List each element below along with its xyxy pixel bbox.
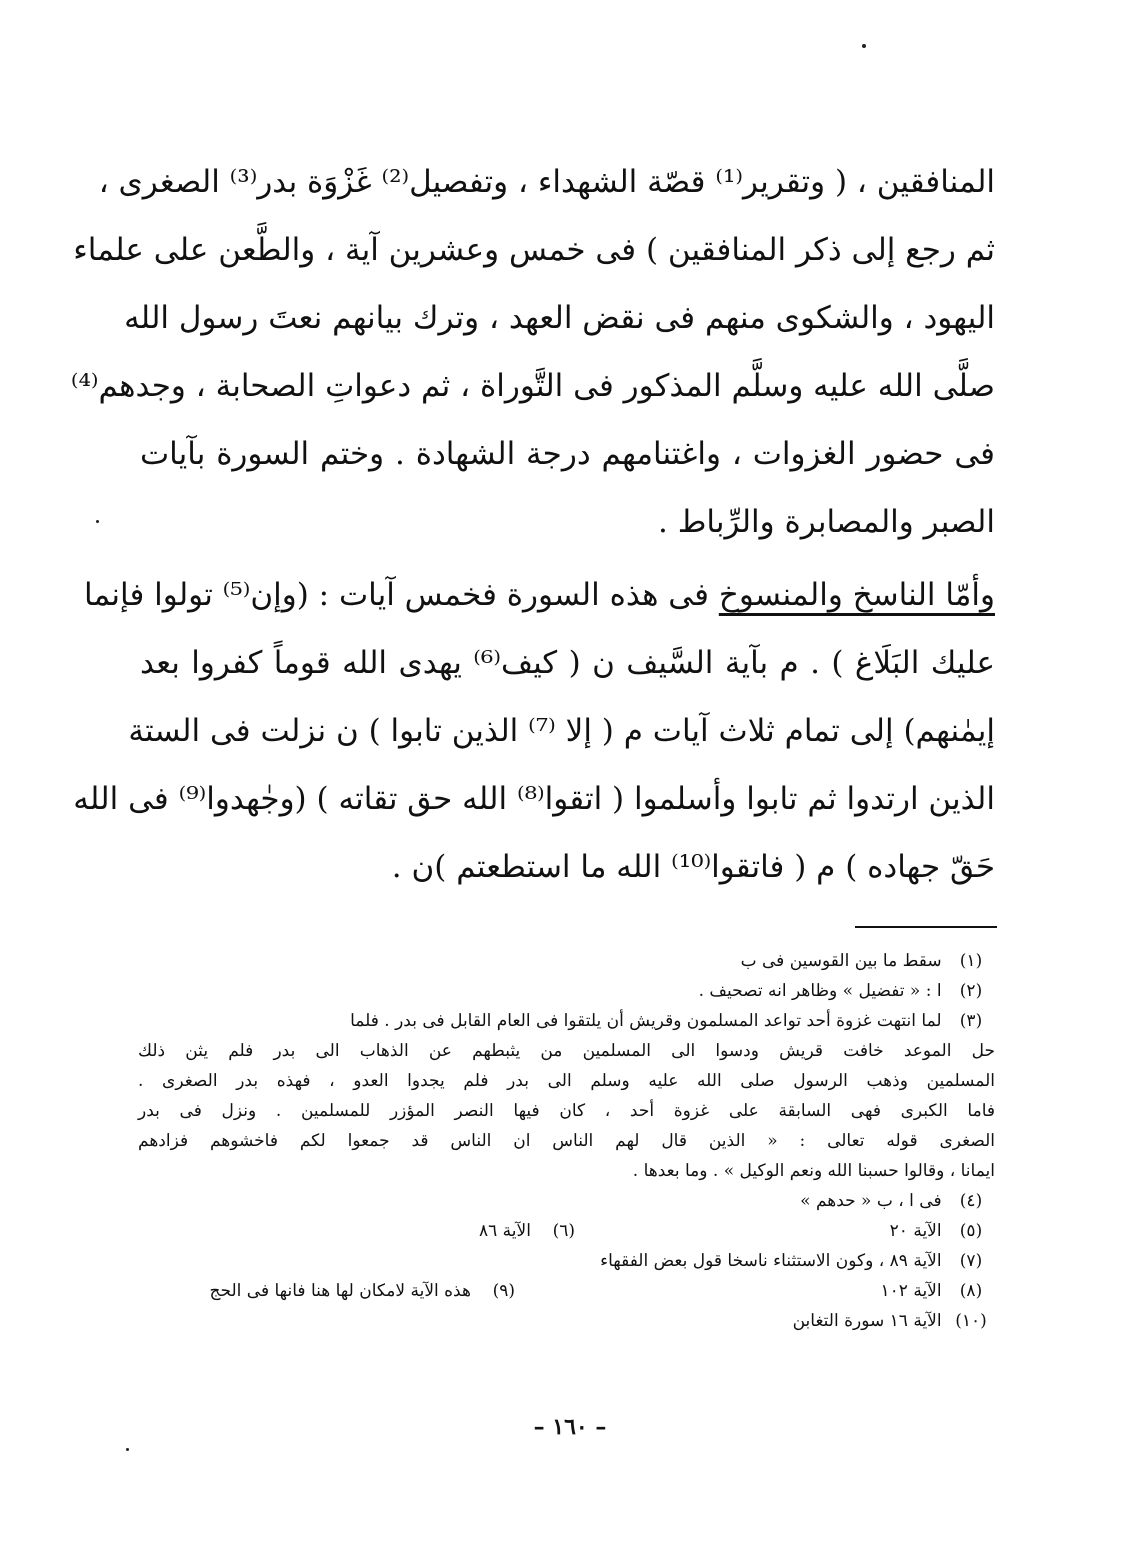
- footnote-number: (١): [959, 951, 983, 971]
- text-line: صلَّى الله عليه وسلَّم المذكور فى التَّوراة ، ثم دعواتِ الصحابة ، وجدهم⁽⁴⁾: [70, 368, 995, 404]
- text-line: إيمٰنهم) إلى تمام ثلاث آيات م ( إلا ⁽⁷⁾ الذين تابوا ) ن نزلت فى الستة: [128, 713, 995, 749]
- footnote-number: (٣): [959, 1011, 983, 1031]
- footnote-4: [138, 1186, 995, 1216]
- footnote-text: الآية ٢٠: [889, 1221, 942, 1241]
- footnote-text: هذه الآية لامكان لها هنا فانها فى الحج: [209, 1281, 471, 1301]
- footnote-text: لما انتهت غزوة أحد تواعد المسلمون وقريش أن يلتقوا فى العام القابل فى بدر . فلما: [350, 1011, 942, 1031]
- footnote-separator: [855, 926, 997, 928]
- text-line: حَقّ جهاده ) م ( فاتقوا⁽¹⁰⁾ الله ما استطعتم )ن .: [391, 849, 995, 885]
- scan-speck: [126, 1448, 129, 1451]
- text-line: المنافقين ، ( وتقرير⁽¹⁾ قصّة الشهداء ، وتفصيل⁽²⁾ غَزْوَة بدر⁽³⁾ الصغرى ،: [98, 164, 995, 200]
- main-text: [70, 148, 995, 901]
- footnote-number: (٢): [959, 981, 983, 1001]
- footnote-9: [210, 1276, 515, 1306]
- footnote-6: [479, 1216, 575, 1246]
- footnote-row-5-6: [138, 1216, 995, 1246]
- text-line: فى حضور الغزوات ، واغتنامهم درجة الشهادة . وختم السورة بآيات: [140, 436, 995, 472]
- footnote-10: [138, 1306, 995, 1336]
- text-line: الذين ارتدوا ثم تابوا وأسلموا ( اتقوا⁽⁸⁾ الله حق تقاته ) (وجٰهدوا⁽⁹⁾ فى الله: [73, 781, 995, 817]
- text-line: عليك البَلَاغ ) . م بآية السَّيف ن ( كيف⁽⁶⁾ يهدى الله قوماً كفروا بعد: [140, 645, 995, 681]
- footnote-1: [138, 946, 995, 976]
- footnote-number: (٧): [959, 1251, 983, 1271]
- underlined-heading: وأمّا الناسخ والمنسوخ: [718, 577, 995, 613]
- footnote-3-continued: حل الموعد خافت قريش ودسوا الى المسلمين من يثبطهم عن الذهاب الى بدر فلم يثن ذلك: [138, 1041, 995, 1061]
- footnote-text: الآية ٨٩ ، وكون الاستثناء ناسخا قول بعض الفقهاء: [600, 1251, 942, 1271]
- footnote-text: الآية ١٠٢: [880, 1281, 942, 1301]
- text-line: اليهود ، والشكوى منهم فى نقض العهد ، وترك بيانهم نعتَ رسول الله: [124, 300, 995, 336]
- footnote-text: الآية ٨٦: [479, 1221, 531, 1241]
- footnote-3-continued: المسلمين وذهب الرسول صلى الله عليه وسلم الى بدر فلم يجدوا العدو ، فهذه بدر الصغرى .: [138, 1071, 995, 1091]
- footnote-number: (٦): [552, 1221, 575, 1241]
- scan-speck: [96, 520, 99, 523]
- footnote-7: [138, 1246, 995, 1276]
- footnote-3: [138, 1006, 995, 1036]
- footnote-number: (٩): [492, 1281, 515, 1301]
- footnote-5: [890, 1216, 995, 1246]
- footnote-text: ا : « تفضيل » وظاهر انه تصحيف .: [698, 981, 942, 1001]
- footnote-8: [881, 1276, 995, 1306]
- footnote-number: (٤): [959, 1191, 983, 1211]
- footnote-3-continued: فاما الكبرى فهى السابقة على غزوة أحد ، كان فيها النصر المؤزر للمسلمين . ونزل فى بدر: [138, 1101, 995, 1121]
- footnote-row-8-9: [138, 1276, 995, 1306]
- footnote-text: فى ا ، ب « حدهم »: [800, 1191, 942, 1211]
- footnote-3-continued: الصغرى قوله تعالى : « الذين قال لهم الناس ان الناس قد جمعوا لكم فاخشوهم فزادهم: [138, 1131, 995, 1151]
- footnote-number: (١٠): [955, 1311, 987, 1331]
- footnotes: [138, 946, 995, 1336]
- footnote-text: سقط ما بين القوسين فى ب: [740, 951, 942, 971]
- text-segment: فى هذه السورة فخمس آيات : (وإن⁽⁵⁾ تولوا فإنما: [84, 577, 719, 613]
- footnote-number: (٥): [959, 1221, 983, 1241]
- paragraph-start-line: [84, 561, 995, 629]
- footnote-number: (٨): [959, 1281, 983, 1301]
- scan-speck: [862, 44, 866, 48]
- footnote-text: الآية ١٦ سورة التغابن: [792, 1311, 942, 1331]
- page-number: – ١٦٠ –: [533, 1414, 607, 1440]
- footnote-3-continued: ايمانا ، وقالوا حسبنا الله ونعم الوكيل » . وما بعدها .: [632, 1161, 995, 1181]
- text-line: ثم رجع إلى ذكر المنافقين ) فى خمس وعشرين آية ، والطَّعن على علماء: [73, 232, 995, 268]
- footnote-2: [138, 976, 995, 1006]
- text-line: الصبر والمصابرة والرِّباط .: [658, 504, 995, 540]
